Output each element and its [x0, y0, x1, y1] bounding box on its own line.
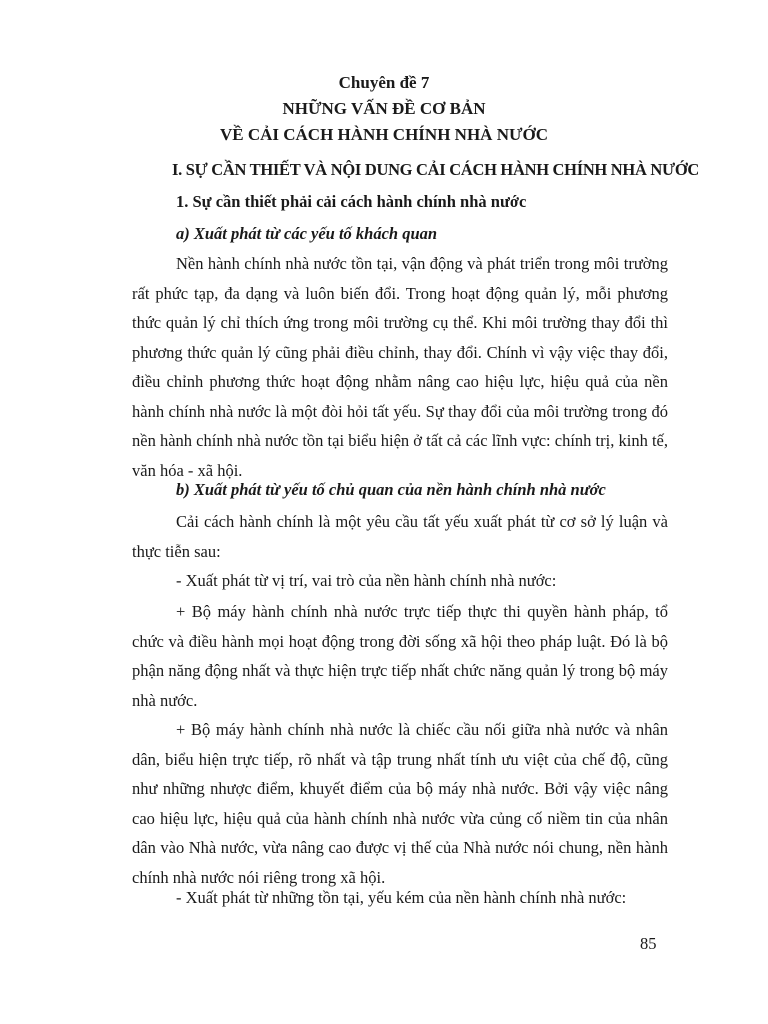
chapter-title-block	[0, 70, 768, 148]
paragraph-b3-text: + Bộ máy hành chính nhà nước trực tiếp thực thi quyền hành pháp, tổ chức và điều hành mọi hoạt động trong đời sống xã hội theo pháp luật. Đó là bộ phận năng động nhất và thực hiện trực tiếp nhất chức năng quản lý trong bộ máy nhà nước.	[132, 602, 668, 710]
paragraph-b4	[132, 715, 668, 892]
paragraph-b2-text: - Xuất phát từ vị trí, vai trò của nền hành chính nhà nước:	[176, 571, 557, 590]
heading-a: a) Xuất phát từ các yếu tố khách quan	[176, 224, 438, 243]
chapter-title-line-2: VỀ CẢI CÁCH HÀNH CHÍNH NHÀ NƯỚC	[219, 125, 549, 144]
paragraph-a1	[132, 249, 668, 485]
paragraph-b1-text: Cải cách hành chính là một yêu cầu tất yếu xuất phát từ cơ sở lý luận và thực tiễn sau:	[132, 512, 668, 561]
paragraph-b3	[132, 597, 668, 715]
paragraph-b1	[132, 507, 668, 566]
chapter-title-line-1: NHỮNG VẤN ĐỀ CƠ BẢN	[282, 99, 486, 118]
paragraph-b5-text: - Xuất phát từ những tồn tại, yếu kém của nền hành chính nhà nước:	[176, 888, 627, 907]
paragraph-b4-text: + Bộ máy hành chính nhà nước là chiếc cầu nối giữa nhà nước và nhân dân, biểu hiện trực tiếp, rõ nhất và tập trung nhất tính ưu việt của chế độ, cũng như những nhược điểm, khuyết điểm của bộ máy nhà nước. Bởi vậy việc nâng cao hiệu lực, hiệu quả của hành chính nhà nước vừa củng cố niềm tin của nhân dân vào Nhà nước, vừa nâng cao được vị thế của Nhà nước nói chung, nền hành chính nhà nước nói riêng trong xã hội.	[132, 720, 668, 887]
page-number: 85	[640, 934, 657, 953]
section-heading: I. SỰ CẦN THIẾT VÀ NỘI DUNG CẢI CÁCH HÀNH CHÍNH NHÀ NƯỚC	[172, 160, 699, 179]
chapter-number: Chuyên đề 7	[338, 73, 430, 92]
paragraph-b5	[132, 883, 668, 913]
paragraph-a1-text: Nền hành chính nhà nước tồn tại, vận động và phát triển trong môi trường rất phức tạp, đa dạng và luôn biến đổi. Trong hoạt động quản lý, mỗi phương thức quản lý chỉ thích ứng trong môi trường cụ thể. Khi môi trường thay đổi thì phương thức quản lý cũng phải điều chỉnh, thay đổi. Chính vì vậy việc thay đổi, điều chỉnh phương thức hoạt động nhằm nâng cao hiệu lực, hiệu quả của nền hành chính nhà nước là một đòi hỏi tất yếu. Sự thay đổi của môi trường trong đó nền hành chính nhà nước tồn tại biểu hiện ở tất cả các lĩnh vực: chính trị, kinh tế, văn hóa - xã hội.	[132, 254, 668, 480]
paragraph-b2	[132, 566, 668, 596]
heading-b: b) Xuất phát từ yếu tố chủ quan của nền hành chính nhà nước	[176, 480, 606, 499]
sub-heading: 1. Sự cần thiết phải cải cách hành chính nhà nước	[176, 192, 527, 211]
